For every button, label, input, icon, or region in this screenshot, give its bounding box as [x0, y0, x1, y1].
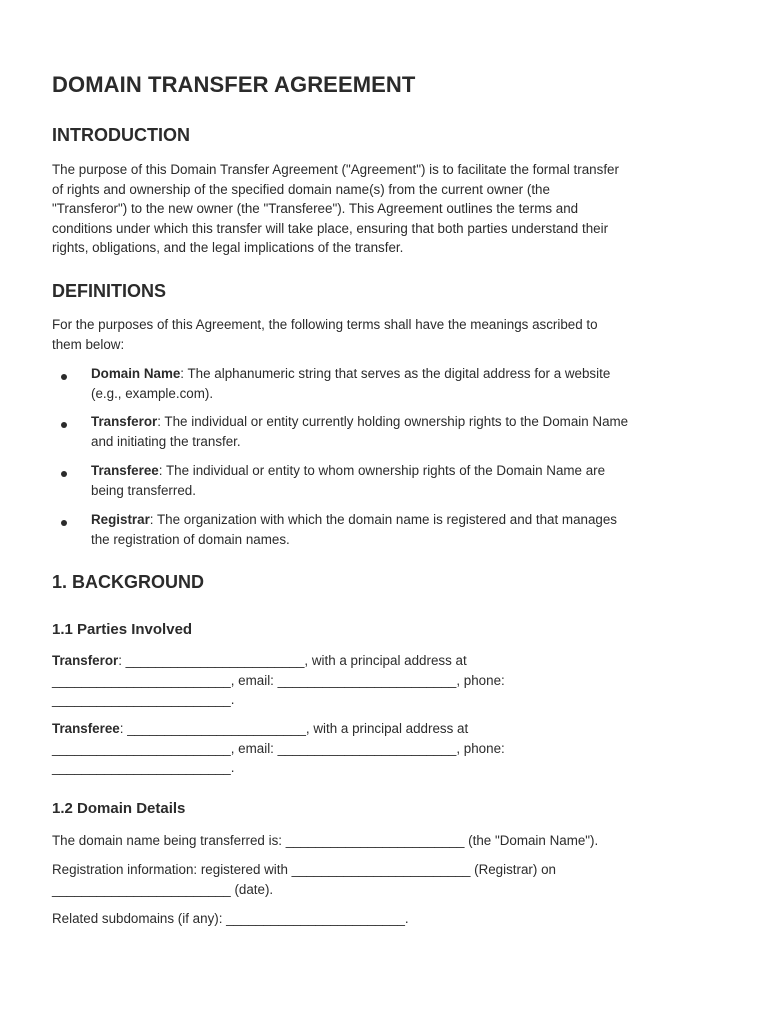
- transferee-line: : ________________________, with a principal address at: [119, 721, 469, 736]
- definition-text-cont: the registration of domain names.: [91, 531, 290, 547]
- introduction-paragraph: [52, 160, 619, 258]
- definition-term: Registrar: [91, 512, 150, 527]
- transferee-line: ________________________.: [52, 760, 235, 776]
- transferee-block: [52, 719, 505, 778]
- definition-term: Transferee: [91, 463, 159, 478]
- registration-line: ________________________ (date).: [52, 881, 274, 897]
- bullet-icon: [61, 374, 67, 380]
- transferor-label: Transferor: [52, 653, 119, 668]
- definition-text: : The individual or entity to whom ownership rights of the Domain Name are: [158, 463, 606, 478]
- introduction-heading: INTRODUCTION: [52, 125, 190, 145]
- introduction-line: rights, obligations, and the legal implications of the transfer.: [52, 240, 404, 256]
- transferor-line: ________________________.: [52, 692, 235, 708]
- introduction-line: conditions under which this transfer will take place, ensuring that both parties understand their: [52, 220, 609, 236]
- registration-line: Registration information: registered with ________________________ (Registrar) on: [52, 862, 556, 877]
- domain-name-line: The domain name being transferred is: ________________________ (the "Domain Name").: [52, 833, 599, 848]
- bullet-icon: [61, 471, 67, 477]
- definitions-heading: DEFINITIONS: [52, 281, 167, 301]
- registration-block: [52, 860, 556, 899]
- transferee-line: ________________________, email: ________________________, phone:: [52, 740, 505, 756]
- definition-term: Domain Name: [91, 366, 181, 381]
- definition-text: : The individual or entity currently holding ownership rights to the Domain Name: [157, 414, 629, 429]
- introduction-line: The purpose of this Domain Transfer Agreement ("Agreement") is to facilitate the formal transfer: [52, 162, 619, 177]
- bullet-icon: [61, 422, 67, 428]
- definitions-intro: [52, 315, 598, 354]
- transferor-block: [52, 651, 505, 710]
- definition-text-cont: (e.g., example.com).: [91, 385, 214, 401]
- definition-text-cont: being transferred.: [91, 482, 196, 498]
- subdomains-line: Related subdomains (if any): ________________________.: [52, 911, 409, 926]
- definitions-intro-line: For the purposes of this Agreement, the following terms shall have the meanings ascribed to: [52, 317, 598, 332]
- definition-text-cont: and initiating the transfer.: [91, 433, 241, 449]
- definitions-intro-line: them below:: [52, 336, 125, 352]
- transferee-label: Transferee: [52, 721, 120, 736]
- domain-details-heading: 1.2 Domain Details: [52, 800, 186, 817]
- transferor-line: : ________________________, with a principal address at: [118, 653, 467, 668]
- definition-term: Transferor: [91, 414, 158, 429]
- parties-involved-heading: 1.1 Parties Involved: [52, 621, 193, 638]
- transferor-line: ________________________, email: ________________________, phone:: [52, 672, 505, 688]
- introduction-line: "Transferor") to the new owner (the "Transferee"). This Agreement outlines the terms and: [52, 201, 579, 217]
- document-title: DOMAIN TRANSFER AGREEMENT: [52, 72, 416, 97]
- definition-text: : The organization with which the domain name is registered and that manages: [149, 512, 618, 527]
- introduction-line: of rights and ownership of the specified domain name(s) from the current owner (the: [52, 181, 550, 197]
- background-heading: 1. BACKGROUND: [52, 572, 205, 592]
- definition-text: : The alphanumeric string that serves as the digital address for a website: [180, 366, 611, 381]
- bullet-icon: [61, 520, 67, 526]
